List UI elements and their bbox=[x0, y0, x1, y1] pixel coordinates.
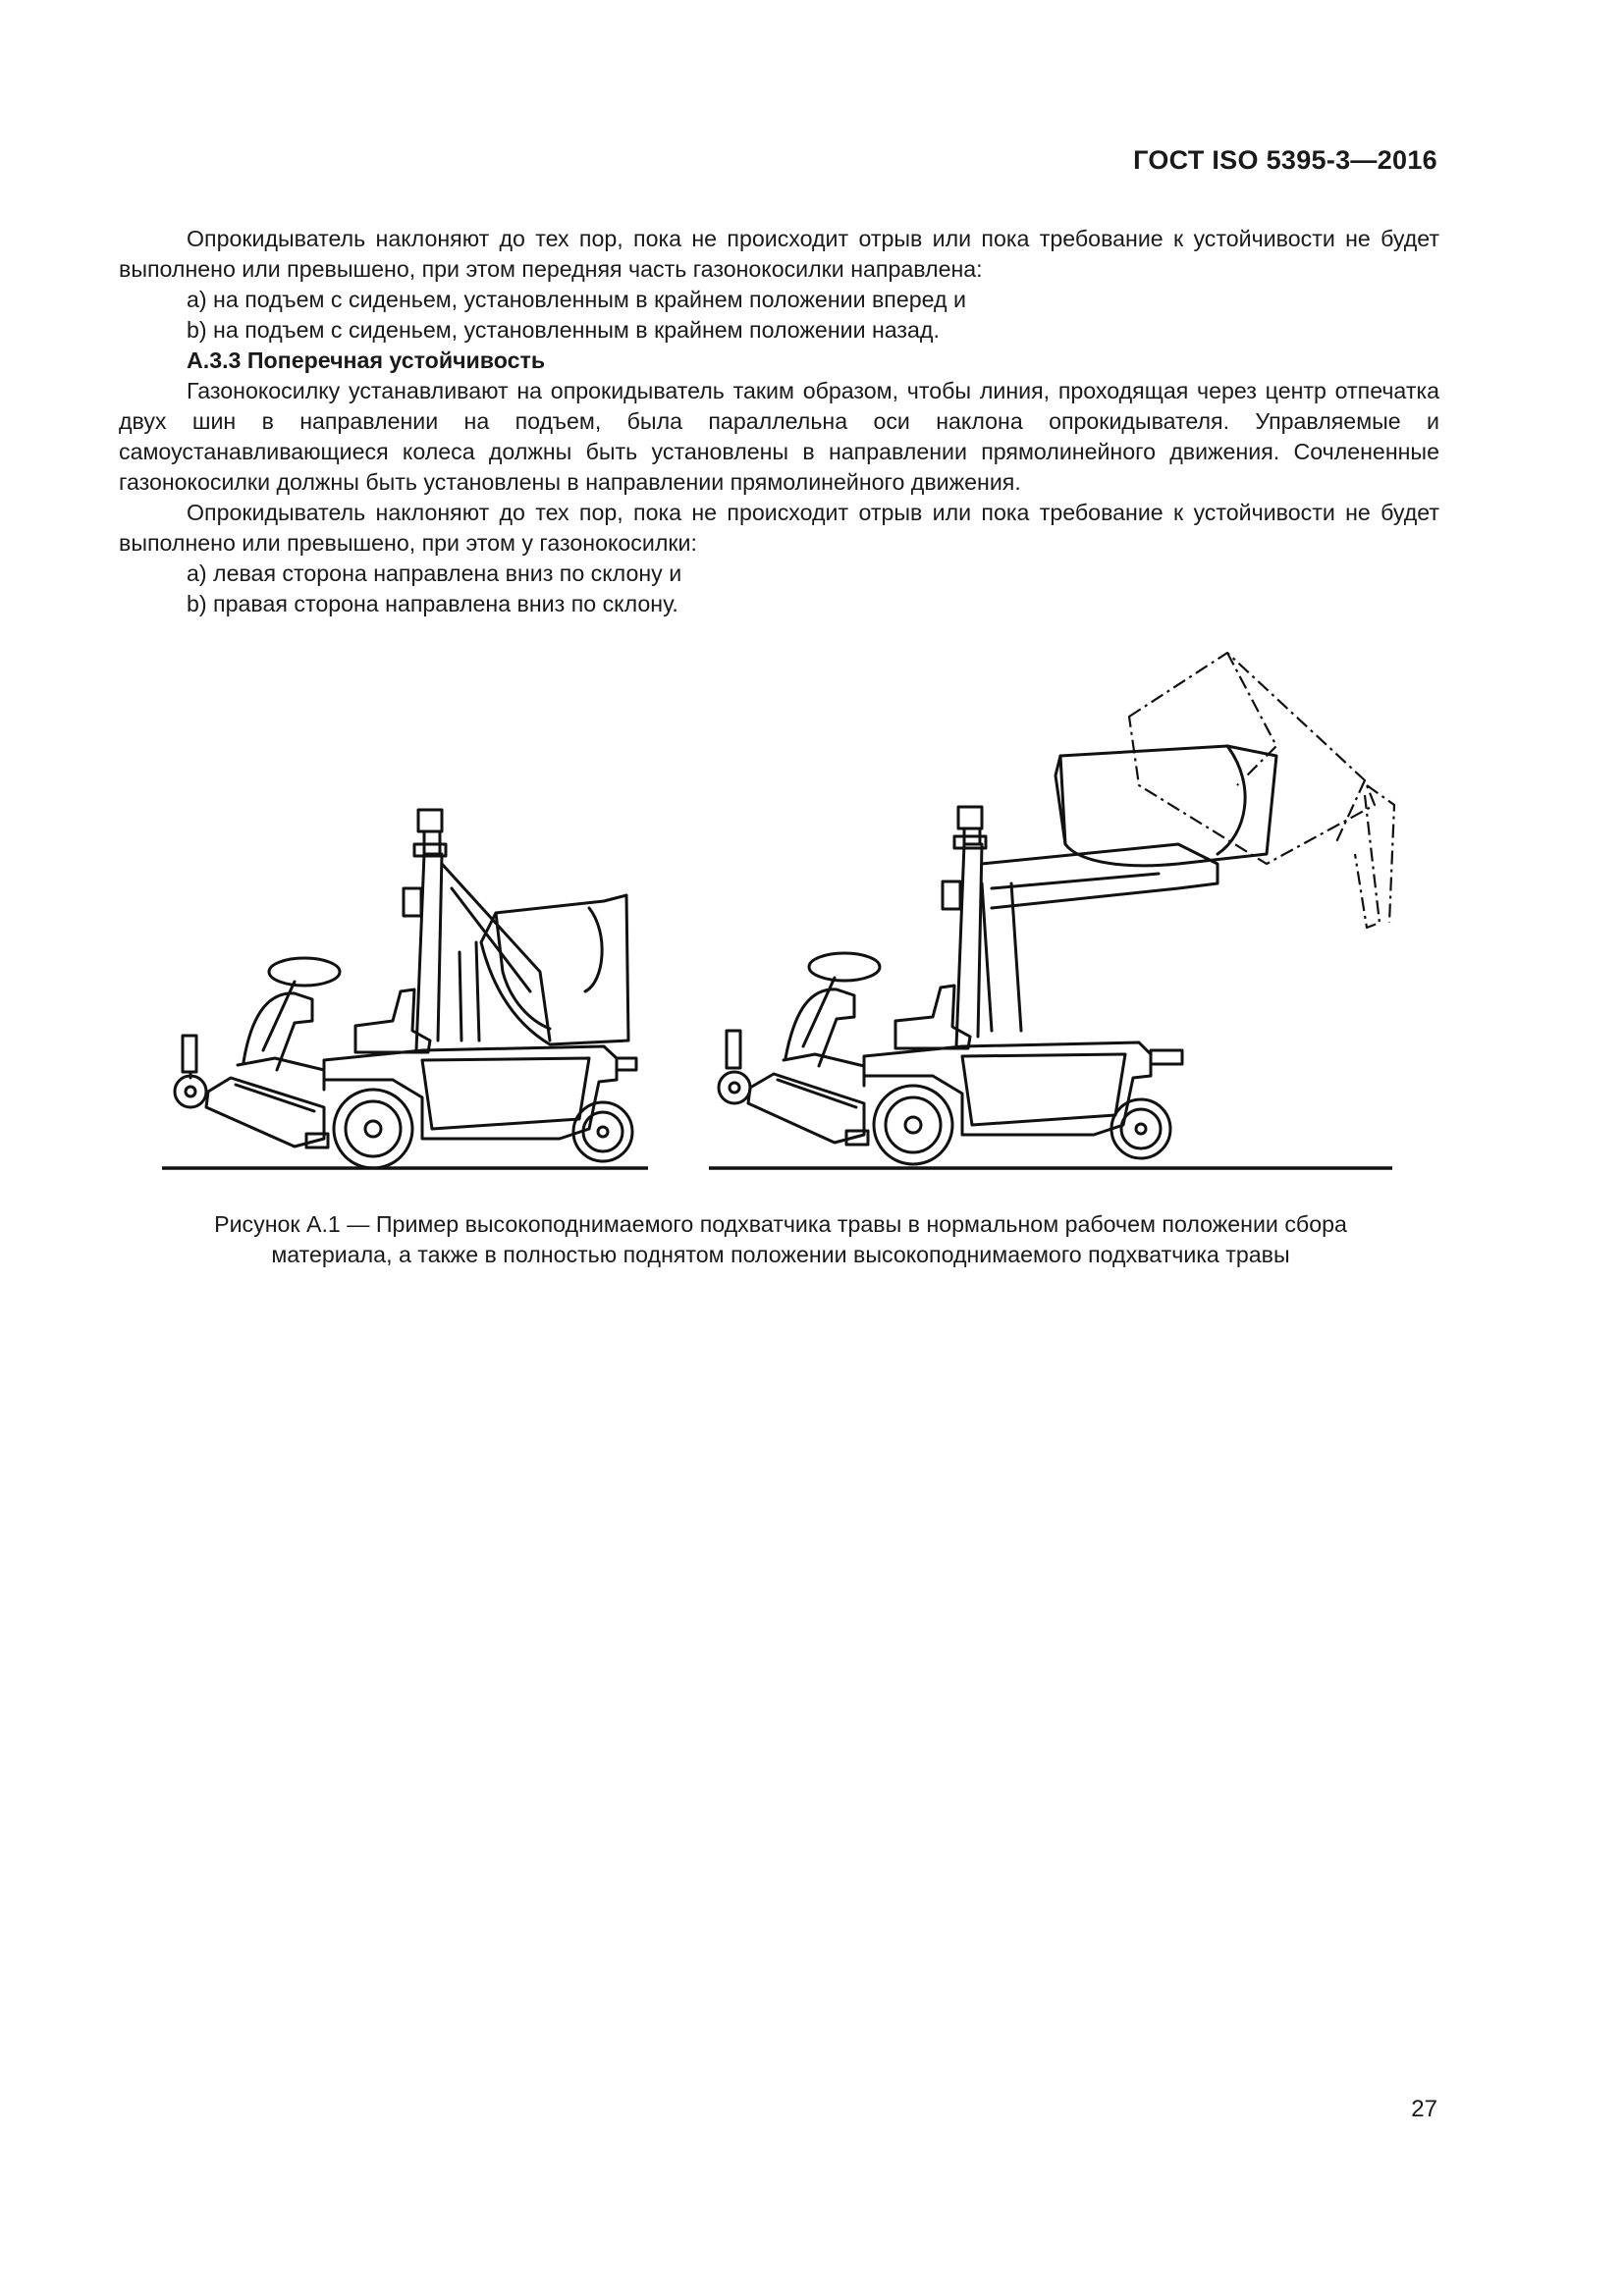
list-item-right-side: b) правая сторона направлена вниз по склону. bbox=[187, 591, 678, 616]
paragraph-tilt-longitudinal: Опрокидыватель наклоняют до тех пор, пока не происходит отрыв или пока требование к устойчивости не будет выполнено или превышено, при этом передняя часть газонокосилки направлена: bbox=[119, 226, 1439, 282]
figure-caption bbox=[147, 1209, 1414, 1270]
mower-collector-normal-position-icon bbox=[175, 810, 636, 1168]
document-header: ГОСТ ISO 5395-3—2016 bbox=[1133, 145, 1437, 175]
mower-collector-raised-position-icon bbox=[719, 653, 1394, 1164]
section-title-lateral-stability: A.3.3 Поперечная устойчивость bbox=[187, 347, 546, 373]
figure-caption-line-2: материала, а также в полностью поднятом положении высокоподнимаемого подхватчика травы bbox=[271, 1242, 1290, 1267]
list-item-seat-backward: b) на подъем с сиденьем, установленным в крайнем положении назад. bbox=[187, 317, 940, 343]
paragraph-placement: Газонокосилку устанавливают на опрокидыватель таким образом, чтобы линия, проходящая через центр отпечатка двух шин в направлении на подъем, была параллельна оси наклона опрокидывателя. Управляемые и самоустанавливающиеся колеса должны быть установлены в направлении прямолинейного движения. Сочлененные газонокосилки должны быть установлены в направлении прямолинейного движения. bbox=[119, 378, 1439, 495]
figure-caption-line-1: Рисунок A.1 — Пример высокоподнимаемого подхватчика травы в нормальном рабочем положении сбора bbox=[214, 1211, 1347, 1237]
list-item-left-side: a) левая сторона направлена вниз по склону и bbox=[187, 561, 682, 586]
list-item-seat-forward: a) на подъем с сиденьем, установленным в крайнем положении вперед и bbox=[187, 287, 966, 312]
paragraph-tilt-lateral: Опрокидыватель наклоняют до тех пор, пока не происходит отрыв или пока требование к устойчивости не будет выполнено или превышено, при этом у газонокосилки: bbox=[119, 500, 1439, 556]
page-number: 27 bbox=[1411, 2096, 1437, 2122]
